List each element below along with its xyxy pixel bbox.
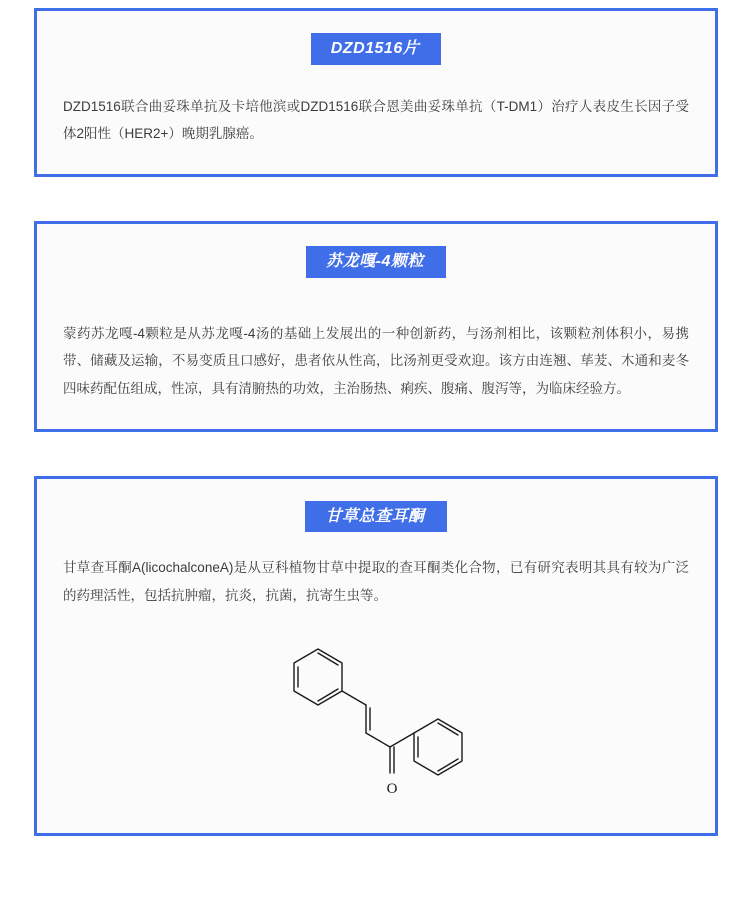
card-title-badge: 甘草总查耳酮	[305, 501, 446, 533]
drug-card-licochalcone	[34, 476, 718, 837]
card-body-text: DZD1516联合曲妥珠单抗及卡培他滨或DZD1516联合恩美曲妥珠单抗（T-DM1）治疗人表皮生长因子受体2阳性（HER2+）晚期乳腺癌。	[63, 98, 689, 142]
card-title-badge: DZD1516片	[311, 33, 441, 65]
chemical-structure-diagram	[57, 627, 695, 807]
drug-card-dzd1516	[34, 8, 718, 177]
card-body-text: 蒙药苏龙嘎-4颗粒是从苏龙嘎-4汤的基础上发展出的一种创新药，与汤剂相比，该颗粒剂体积小，易携带、储藏及运输，不易变质且口感好，患者依从性高，比汤剂更受欢迎。该方由连翘、荜茇、木通和麦冬四味药配伍组成，性凉，具有清腑热的功效，主治肠热、痢疾、腹痛、腹泻等，为临床经验方。	[63, 325, 689, 396]
card-title-container	[57, 246, 695, 278]
card-title-container	[57, 33, 695, 65]
oxygen-label: O	[386, 781, 398, 798]
chalcone-skeleton-icon	[256, 627, 496, 807]
drug-card-sulongga-4	[34, 221, 718, 432]
card-title-container	[57, 501, 695, 533]
card-body-text: 甘草查耳酮A(licochalconeA)是从豆科植物甘草中提取的查耳酮类化合物，已有研究表明其具有较为广泛的药理活性，包括抗肿瘤，抗炎，抗菌，抗寄生虫等。	[63, 560, 689, 603]
card-title-badge: 苏龙嘎-4颗粒	[306, 246, 446, 278]
